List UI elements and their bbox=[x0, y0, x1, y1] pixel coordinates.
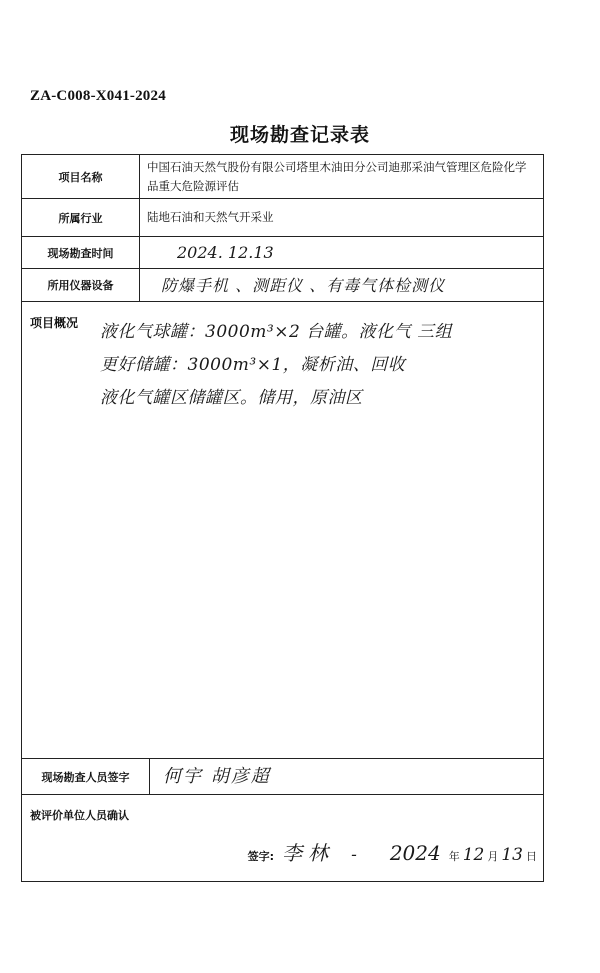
industry-label: 所属行业 bbox=[22, 199, 140, 236]
row-confirmation bbox=[22, 795, 543, 880]
survey-time-value: 2024. 12.13 bbox=[177, 243, 274, 262]
overview-line: 液化气球罐：3000m³×2 台罐。液化气 三组 bbox=[100, 322, 453, 342]
row-surveyors bbox=[22, 759, 543, 795]
sign-label: 签字: bbox=[247, 850, 275, 863]
project-name-label: 项目名称 bbox=[22, 155, 140, 198]
confirmation-label: 被评价单位人员确认 bbox=[30, 809, 129, 822]
instruments-value: 防爆手机 、测距仪 、有毒气体检测仪 bbox=[161, 275, 446, 295]
instruments-label: 所用仪器设备 bbox=[22, 269, 140, 301]
overview-line: 更好储罐：3000m³×1，凝析油、回收 bbox=[100, 355, 406, 375]
month-unit: 月 bbox=[487, 850, 499, 863]
instruments-cell bbox=[139, 269, 543, 301]
overview-label: 项目概况 bbox=[30, 316, 79, 330]
row-project-name bbox=[22, 155, 543, 199]
surveyors-signature: 何宇 胡彦超 bbox=[163, 766, 271, 787]
industry-value: 陆地石油和天然气开采业 bbox=[147, 210, 274, 224]
survey-time-label: 现场勘查时间 bbox=[22, 237, 140, 268]
confirmation-sign-line bbox=[248, 837, 537, 866]
surveyors-label: 现场勘查人员签字 bbox=[22, 759, 150, 794]
survey-time-cell bbox=[139, 237, 543, 268]
row-instruments bbox=[22, 269, 543, 302]
year-unit: 年 bbox=[448, 850, 460, 863]
row-overview bbox=[22, 302, 543, 759]
sign-day: 13 bbox=[501, 845, 523, 865]
sign-year: 2024 bbox=[389, 841, 441, 865]
document-code: ZA-C008-X041-2024 bbox=[30, 88, 166, 104]
project-name-value: 中国石油天然气股份有限公司塔里木油田分公司迪那采油气管理区危险化学品重大危险源评估 bbox=[147, 159, 527, 193]
survey-record-table bbox=[21, 154, 544, 882]
row-survey-time bbox=[22, 237, 543, 269]
document-title: 现场勘查记录表 bbox=[229, 124, 370, 146]
day-unit: 日 bbox=[526, 850, 537, 863]
confirmation-signature: 李林 bbox=[282, 841, 335, 865]
overview-line: 液化气罐区储罐区。储用，原油区 bbox=[100, 388, 363, 408]
row-industry bbox=[22, 199, 543, 237]
sign-month: 12 bbox=[462, 845, 485, 865]
overview-content bbox=[100, 316, 533, 415]
surveyors-cell bbox=[149, 759, 543, 794]
signature-dash: - bbox=[351, 845, 357, 865]
